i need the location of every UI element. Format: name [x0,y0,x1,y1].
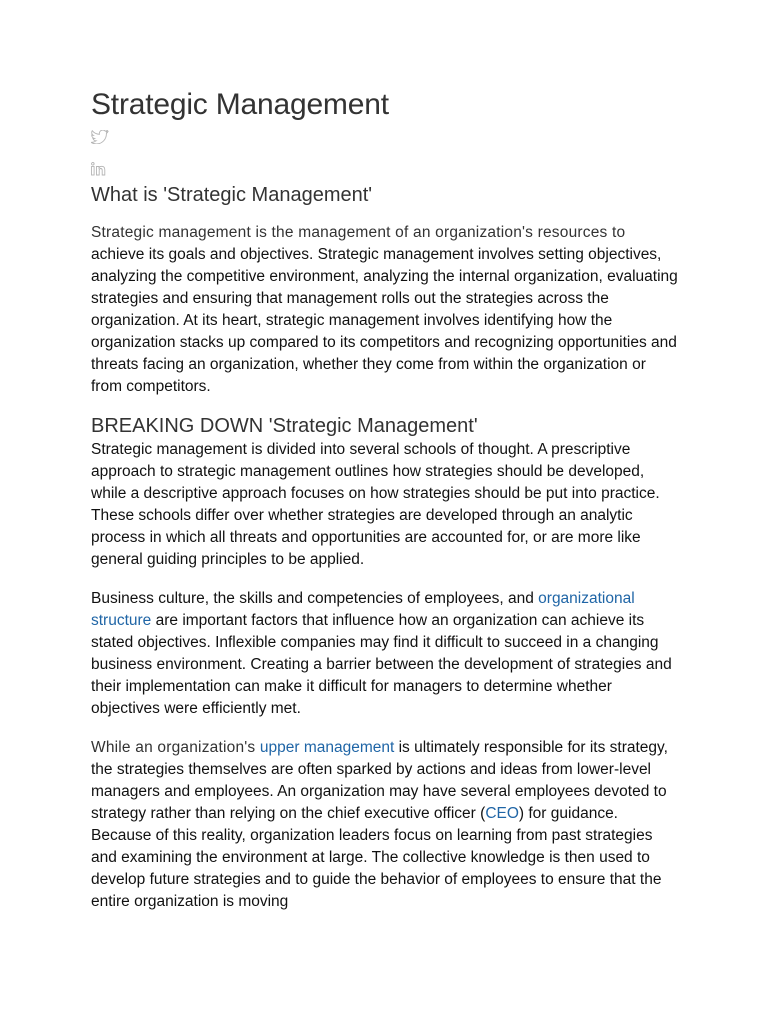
link-ceo[interactable]: CEO [485,805,519,822]
twitter-icon[interactable] [91,130,109,144]
paragraph-culture-end: are important factors that influence how an organization can achieve its stated objectives. Inflexible companies may find it difficult to succeed in a changing business environment. Creating a barrier between the development of strategies and their implementation can make it difficult for managers to determine whether objectives were efficiently met. [91,612,672,717]
paragraph-culture [91,588,681,720]
paragraph-upper-management-lead: While an organization's [91,739,260,756]
paragraph-upper-management [91,737,681,913]
paragraph-schools: Strategic management is divided into several schools of thought. A prescriptive approach to strategic management outlines how strategies should be developed, while a descriptive approach focuses on how strategies should be put into practice. These schools differ over whether strategies are developed through an analytic process in which all threats and opportunities are accounted for, or are more like general guiding principles to be applied. [91,441,660,568]
paragraph-upper-management-end: ) for guidance. Because of this reality, organization leaders focus on learning from past strategies and examining the environment at large. The collective knowledge is then used to develop future strategies and to guide the behavior of employees to ensure that the entire organization is moving [91,805,662,910]
linkedin-icon[interactable] [91,162,107,176]
section-heading-breaking-down: BREAKING DOWN 'Strategic Management' [91,415,478,437]
section-heading-what: What is 'Strategic Management' [91,184,373,206]
page-title: Strategic Management [91,88,389,121]
paragraph-definition-lead: Strategic management is the management of an organization's resources to [91,224,626,241]
paragraph-culture-start: Business culture, the skills and competencies of employees, and [91,590,539,607]
link-organizational-structure[interactable]: organizational structure [91,590,635,629]
paragraph-definition [91,222,681,398]
paragraph-definition-body: achieve its goals and objectives. Strategic management involves setting objectives, analyzing the competitive environment, analyzing the internal organization, evaluating strategies and ensuring that management rolls out the strategies across the organization. At its heart, strategic management involves identifying how the organization stacks up compared to its competitors and recognizing opportunities and threats facing an organization, whether they come from within the organization or from competitors. [91,246,678,395]
link-upper-management[interactable]: upper management [259,739,395,756]
paragraph-upper-management-mid: is ultimately responsible for its strategy, the strategies themselves are often sparked by actions and ideas from lower-level managers and employees. An organization may have several employees devoted to strategy rather than relying on the chief executive officer ( [91,739,668,822]
social-share-bar [91,128,681,180]
article [91,86,681,913]
